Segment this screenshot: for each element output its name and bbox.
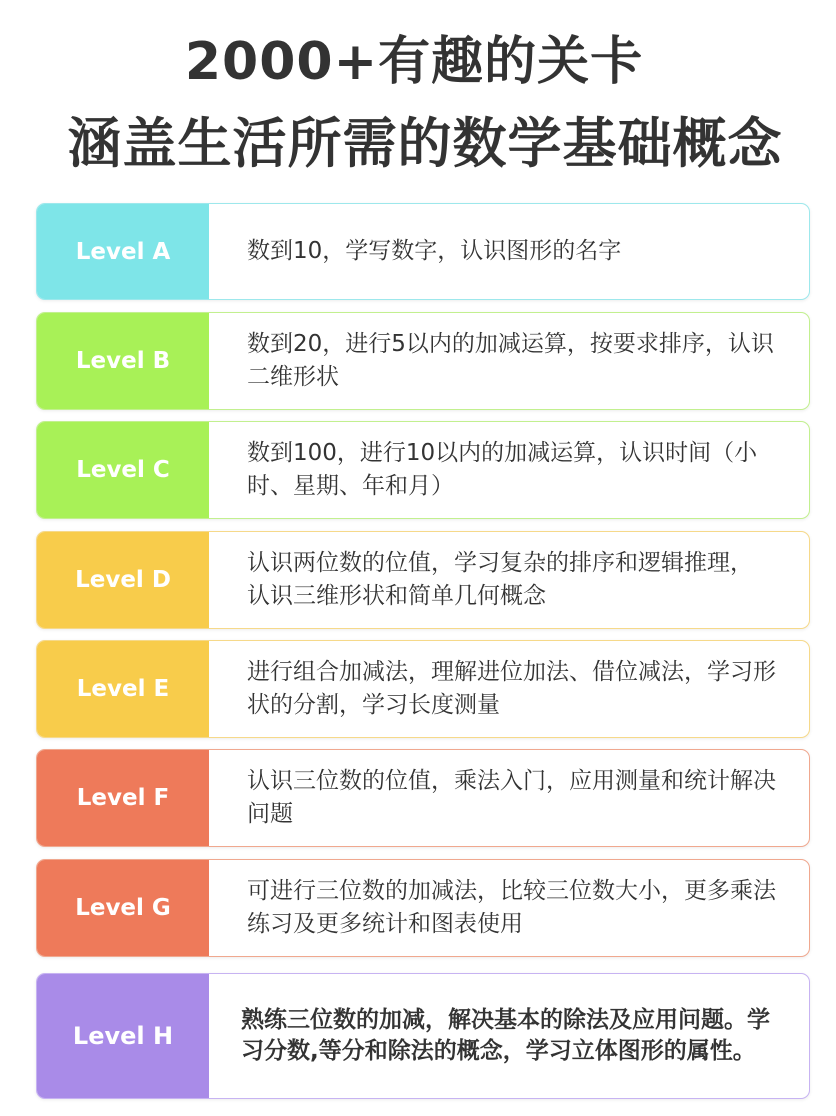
level-description-b: [209, 313, 809, 409]
level-row-a: [36, 203, 810, 300]
level-description-text: 数到100，进行10以内的加减运算，认识时间（小时、星期、年和月）: [247, 440, 758, 499]
level-row-b: [36, 312, 810, 410]
level-row-h: [36, 973, 810, 1099]
level-tag-g: Level G: [37, 860, 209, 956]
level-description-h: [209, 974, 809, 1098]
level-description-text: 数到10，学写数字，认识图形的名字: [247, 238, 622, 264]
title-line-1: 2000+有趣的关卡: [184, 32, 644, 92]
level-description-text: 认识三位数的位值，乘法入门，应用测量和统计解决问题: [247, 768, 776, 827]
level-tag-e: Level E: [37, 641, 209, 737]
level-description-a: [209, 204, 809, 299]
level-description-text: 数到20，进行5以内的加减运算，按要求排序，认识二维形状: [247, 331, 774, 390]
level-description-text: 熟练三位数的加减，解决基本的除法及应用问题。学习分数,等分和除法的概念，学习立体图形的属性。: [241, 1007, 770, 1064]
level-tag-d: Level D: [37, 532, 209, 628]
level-row-f: [36, 749, 810, 847]
level-description-c: [209, 422, 809, 518]
level-description-text: 进行组合加减法，理解进位加法、借位减法，学习形状的分割，学习长度测量: [247, 659, 776, 718]
level-row-e: [36, 640, 810, 738]
title-line-2: 涵盖生活所需的数学基础概念: [67, 112, 783, 175]
level-description-g: [209, 860, 810, 956]
level-description-d: [209, 532, 809, 628]
level-row-d: [36, 531, 810, 629]
level-tag-a: Level A: [37, 204, 209, 299]
level-row-g: [36, 859, 810, 957]
page-title: [0, 26, 836, 182]
level-description-text: 可进行三位数的加减法，比较三位数大小，更多乘法练习及更多统计和图表使用: [247, 878, 776, 937]
level-description-f: [209, 750, 810, 846]
level-tag-c: Level C: [37, 422, 209, 518]
level-description-text: 认识两位数的位值，学习复杂的排序和逻辑推理，认识三维形状和简单几何概念: [247, 550, 753, 609]
level-tag-f: Level F: [37, 750, 209, 846]
level-row-c: [36, 421, 810, 519]
level-tag-b: Level B: [37, 313, 209, 409]
level-tag-h: Level H: [37, 974, 209, 1098]
level-description-e: [209, 641, 809, 737]
